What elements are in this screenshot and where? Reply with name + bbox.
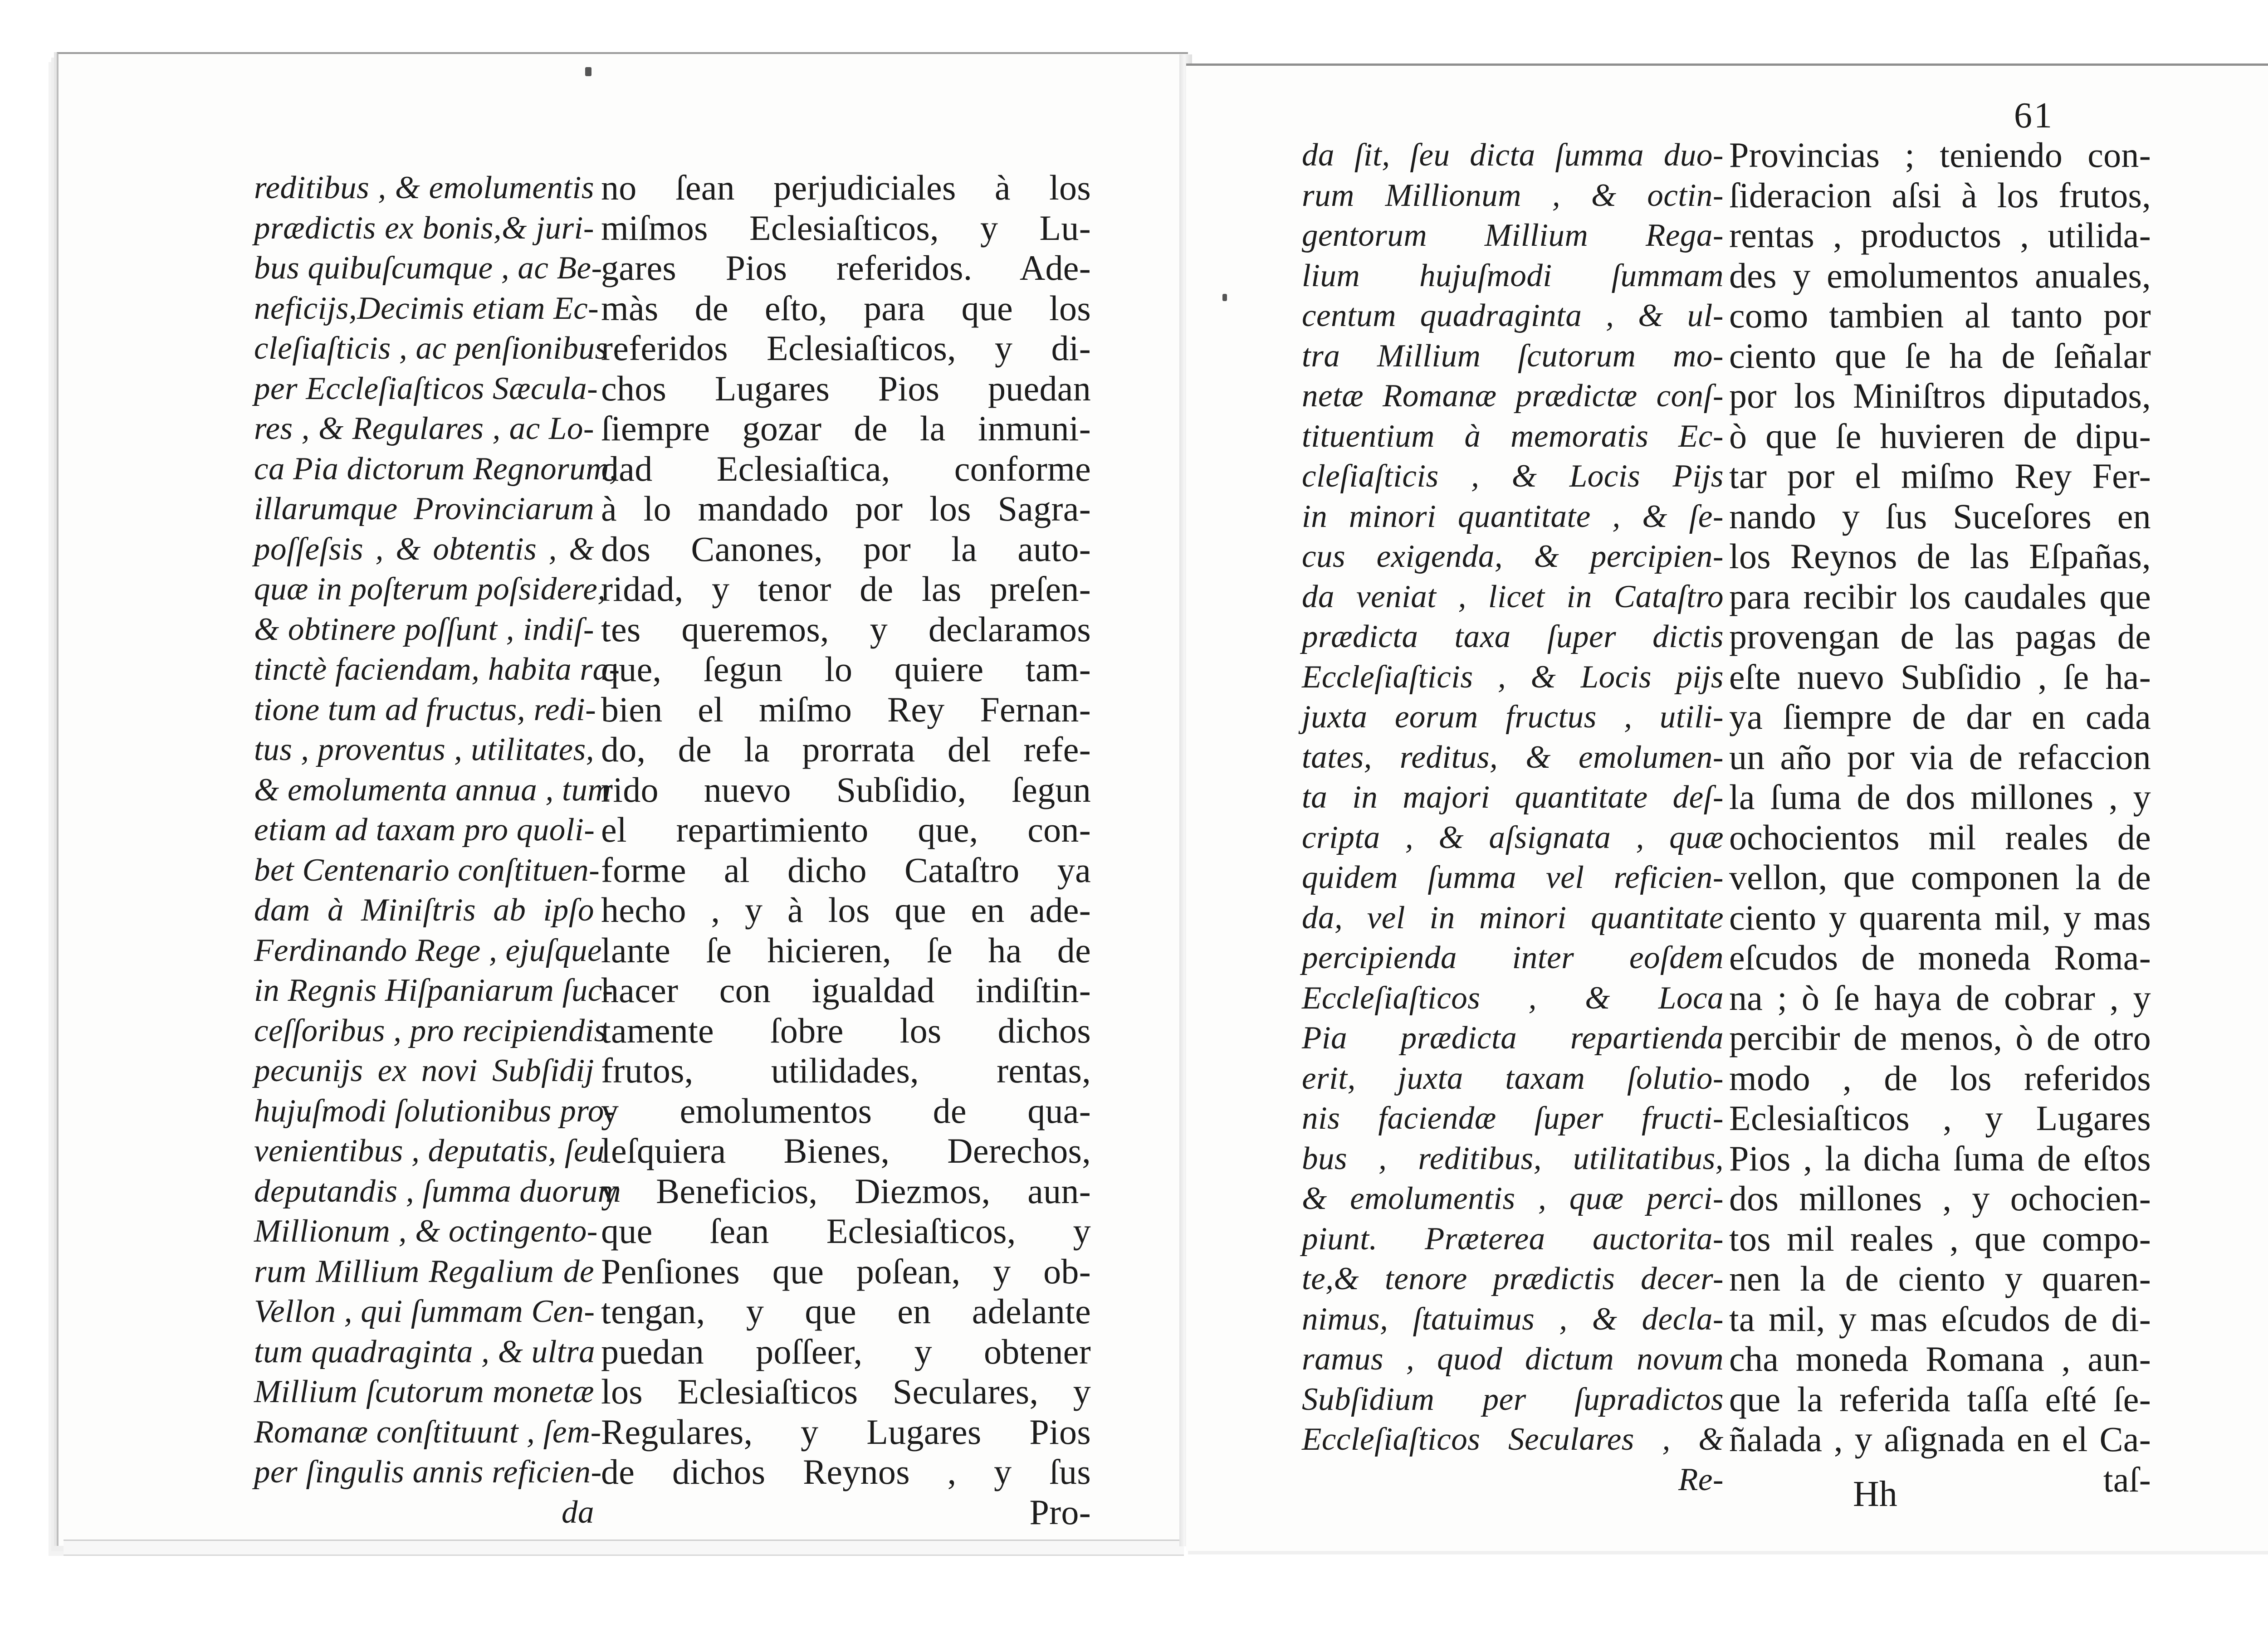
text-line: rum Millium Regalium de [254, 1253, 594, 1289]
text-line: Penſiones que poſean, y ob- [601, 1251, 1091, 1291]
text-line: Millium ſcutorum monetæ [254, 1374, 594, 1409]
text-line: cha moneda Romana , aun- [1729, 1339, 2151, 1379]
text-line: cus exigenda, & percipien- [1302, 539, 1724, 574]
text-line: cleſiaſticis , & Locis Pijs [1302, 458, 1724, 494]
text-line: nimus, ſtatuimus , & decla- [1302, 1301, 1724, 1337]
text-line: prædictis ex bonis,& juri- [254, 210, 594, 246]
text-line: Provincias ; teniendo con- [1729, 135, 2151, 175]
text-line: percipienda inter eoſdem [1302, 940, 1724, 975]
text-line: per ſingulis annis reficien- [254, 1454, 602, 1490]
text-line: no ſean perjudiciales à los [601, 168, 1091, 207]
text-line: do, de la prorrata del refe- [601, 730, 1091, 769]
text-line: tinctè faciendam, habita ra- [254, 652, 620, 687]
text-line: frutos, utilidades, rentas, [601, 1051, 1091, 1090]
text-line: Pia prædicta repartienda [1302, 1020, 1724, 1056]
text-line: rido nuevo Subſidio, ſegun [601, 770, 1091, 809]
text-line: da veniat , licet in Cataſtro [1302, 579, 1724, 614]
text-line: ta mil, y mas eſcudos de di- [1729, 1299, 2151, 1339]
text-line: bus , reditibus, utilitatibus, [1302, 1140, 1724, 1176]
text-line: un año por via de refaccion [1729, 737, 2151, 777]
text-line: Eclesiaſticos , y Lugares [1729, 1098, 2151, 1138]
text-line: Regulares, y Lugares Pios [601, 1412, 1091, 1452]
text-line: rentas , productos , utilida- [1729, 215, 2151, 255]
text-line: prædicta taxa ſuper dictis [1302, 619, 1724, 654]
text-line: tione tum ad fructus, redi- [254, 692, 596, 727]
text-line: Vellon , qui ſummam Cen- [254, 1294, 595, 1329]
text-line: la ſuma de dos millones , y [1729, 777, 2151, 817]
text-line: Ferdinando Rege , ejuſque [254, 932, 602, 968]
text-line: da [562, 1494, 594, 1530]
text-line: nis faciendæ ſuper fructi- [1302, 1101, 1724, 1136]
text-line: miſmos Eclesiaſticos, y Lu- [601, 208, 1091, 248]
text-line: nen la de ciento y quaren- [1729, 1259, 2151, 1298]
text-line: percibir de menos, ò de otro [1729, 1018, 2151, 1057]
text-line: ſiempre gozar de la inmuni- [601, 409, 1091, 448]
text-line: à lo mandado por los Sagra- [601, 489, 1091, 528]
text-line: quidem ſumma vel reficien- [1302, 860, 1724, 895]
left-page-edge [64, 1540, 1184, 1556]
text-line: ya ſiempre de dar en cada [1729, 697, 2151, 736]
text-line: deputandis , ſumma duorum [254, 1173, 621, 1209]
text-line: tamente ſobre los dichos [601, 1010, 1091, 1050]
text-line: & obtinere poſſunt , indiſ- [254, 611, 594, 647]
text-line: y Beneficios, Diezmos, aun- [601, 1171, 1091, 1211]
text-line: ſideracion aſsi à los frutos, [1729, 175, 2151, 215]
text-line: ò que ſe huvieren de dipu- [1729, 416, 2151, 456]
text-line: juxta eorum fructus , utili- [1302, 699, 1724, 735]
text-line: hujuſmodi ſolutionibus pro- [254, 1093, 615, 1129]
text-line: centum quadraginta , & ul- [1302, 298, 1724, 333]
text-line: Pios , la dicha ſuma de eſtos [1729, 1138, 2151, 1178]
text-line: modo , de los referidos [1729, 1058, 2151, 1098]
text-line: tus , proventus , utilitates, [254, 732, 594, 767]
text-line: tengan, y que en adelante [601, 1291, 1091, 1331]
text-line: illarumque Provinciarum [254, 491, 594, 526]
text-line: eſte nuevo Subſidio , ſe ha- [1729, 657, 2151, 697]
text-line: ochocientos mil reales de [1729, 817, 2151, 857]
text-line: bus quibuſcumque , ac Be- [254, 250, 602, 286]
text-line: etiam ad taxam pro quoli- [254, 812, 595, 848]
text-line: tituentium à memoratis Ec- [1302, 418, 1724, 454]
text-line: vellon, que componen la de [1729, 858, 2151, 897]
text-line: taſ- [2103, 1459, 2151, 1499]
text-line: tra Millium ſcutorum mo- [1302, 338, 1724, 374]
right-spanish-column [1729, 135, 2151, 1500]
text-line: para recibir los caudales que [1729, 576, 2151, 616]
text-line: erit, juxta taxam ſolutio- [1302, 1060, 1724, 1096]
text-line: dos Canones, por la auto- [601, 529, 1091, 569]
text-line: lium hujuſmodi ſummam [1302, 258, 1724, 293]
text-line: rum Millionum , & octin- [1302, 177, 1724, 213]
text-line: leſquiera Bienes, Derechos, [601, 1131, 1091, 1170]
text-line: puedan poſſeer, y obtener [601, 1331, 1091, 1371]
text-line: Romanæ conſtituunt , ſem- [254, 1414, 601, 1450]
text-line: forme al dicho Cataſtro ya [601, 850, 1091, 890]
text-line: & emolumenta annua , tum [254, 772, 611, 808]
text-line: dad Eclesiaſtica, conforme [601, 448, 1091, 488]
text-line: netæ Romanæ prædictæ conſ- [1302, 378, 1724, 414]
text-line: y emolumentos de qua- [601, 1091, 1091, 1130]
text-line: te,& tenore prædictis decer- [1302, 1261, 1724, 1296]
text-line: Eccleſiaſticos Seculares , & [1302, 1422, 1724, 1457]
text-line: nando y ſus Suceſores en [1729, 496, 2151, 536]
text-line: ceſſoribus , pro recipiendis [254, 1013, 607, 1048]
text-line: Eccleſiaſticos , & Loca [1302, 980, 1724, 1016]
text-line: poſſeſsis , & obtentis , & [254, 531, 594, 567]
text-line: tates, reditus, & emolumen- [1302, 739, 1724, 775]
text-line: de dichos Reynos , y ſus [601, 1452, 1091, 1491]
text-line: tos mil reales , que compo- [1729, 1218, 2151, 1258]
text-line: dam à Miniſtris ab ipſo [254, 892, 594, 928]
text-line: ñalada , y aſignada en el Ca- [1729, 1419, 2151, 1459]
text-line: que la referida taſſa eſté ſe- [1729, 1379, 2151, 1419]
text-line: bien el miſmo Rey Fernan- [601, 689, 1091, 729]
text-line: chos Lugares Pios puedan [601, 368, 1091, 408]
ink-mark [1222, 294, 1227, 301]
text-line: referidos Eclesiaſticos, y di- [601, 328, 1091, 368]
text-line: màs de eſto, para que los [601, 288, 1091, 328]
text-line: como tambien al tanto por [1729, 296, 2151, 335]
text-line: hacer con igualdad indiſtin- [601, 970, 1091, 1010]
text-line: ca Pia dictorum Regnorum, [254, 451, 618, 487]
text-line: reditibus , & emolumentis [254, 170, 594, 205]
text-line: los Eclesiaſticos Seculares, y [601, 1372, 1091, 1411]
text-line: tes queremos, y declaramos [601, 609, 1091, 649]
text-line: bet Centenario conſtituen- [254, 852, 600, 888]
signature-mark: Hh [1853, 1474, 1897, 1514]
text-line: venientibus , deputatis, ſeu [254, 1133, 605, 1169]
text-line: ciento que ſe ha de ſeñalar [1729, 336, 2151, 375]
text-line: des y emolumentos anuales, [1729, 255, 2151, 295]
text-line: eſcudos de moneda Roma- [1729, 938, 2151, 977]
text-line: hecho , y à los que en ade- [601, 890, 1091, 930]
text-line: pecunijs ex novi Subſidij [254, 1053, 594, 1088]
ink-mark [585, 67, 591, 76]
text-line: Re- [1678, 1462, 1724, 1497]
right-latin-column [1302, 135, 1724, 1500]
text-line: gares Pios referidos. Ade- [601, 248, 1091, 287]
text-line: piunt. Præterea auctorita- [1302, 1221, 1724, 1257]
left-latin-column [254, 168, 621, 1532]
text-line: provengan de las pagas de [1729, 617, 2151, 656]
text-line: ciento y quarenta mil, y mas [1729, 897, 2151, 937]
text-line: ta in majori quantitate deſ- [1302, 780, 1724, 815]
page-number: 61 [2014, 96, 2054, 136]
text-line: por los Miniſtros diputados, [1729, 376, 2151, 415]
text-line: quæ in poſterum poſsidere, [254, 571, 606, 607]
text-line: Eccleſiaſticis , & Locis pijs [1302, 659, 1724, 695]
text-line: in Regnis Hiſpaniarum ſuc- [254, 973, 613, 1008]
text-line: lante ſe hicieren, ſe ha de [601, 930, 1091, 970]
text-line: in minori quantitate , & ſe- [1302, 498, 1724, 534]
text-line: cripta , & aſsignata , quæ [1302, 819, 1724, 855]
text-line: el repartimiento que, con- [601, 810, 1091, 849]
text-line: que ſean Eclesiaſticos, y [601, 1211, 1091, 1251]
text-line: na ; ò ſe haya de cobrar , y [1729, 978, 2151, 1018]
text-line: res , & Regulares , ac Lo- [254, 411, 594, 446]
text-line: ramus , quod dictum novum [1302, 1341, 1724, 1377]
text-line: & emolumentis , quæ perci- [1302, 1181, 1724, 1216]
text-line: tum quadraginta , & ultra [254, 1334, 596, 1369]
text-line: ridad, y tenor de las preſen- [601, 569, 1091, 609]
text-line: que, ſegun lo quiere tam- [601, 649, 1091, 689]
text-line: tar por el miſmo Rey Fer- [1729, 456, 2151, 496]
text-line: neficijs,Decimis etiam Ec- [254, 290, 599, 326]
text-line: Pro- [1029, 1492, 1091, 1532]
text-line: cleſiaſticis , ac penſionibus [254, 331, 608, 366]
left-spanish-column [601, 168, 1091, 1532]
text-line: gentorum Millium Rega- [1302, 218, 1724, 253]
text-line: da ſit, ſeu dicta ſumma duo- [1302, 137, 1724, 173]
text-line: Millionum , & octingento- [254, 1213, 598, 1249]
text-line: dos millones , y ochocien- [1729, 1179, 2151, 1218]
text-line: Subſidium per ſupradictos [1302, 1381, 1724, 1417]
text-line: los Reynos de las Eſpañas, [1729, 536, 2151, 576]
text-line: da, vel in minori quantitate [1302, 900, 1724, 936]
text-line: per Eccleſiaſticos Sæcula- [254, 370, 598, 406]
